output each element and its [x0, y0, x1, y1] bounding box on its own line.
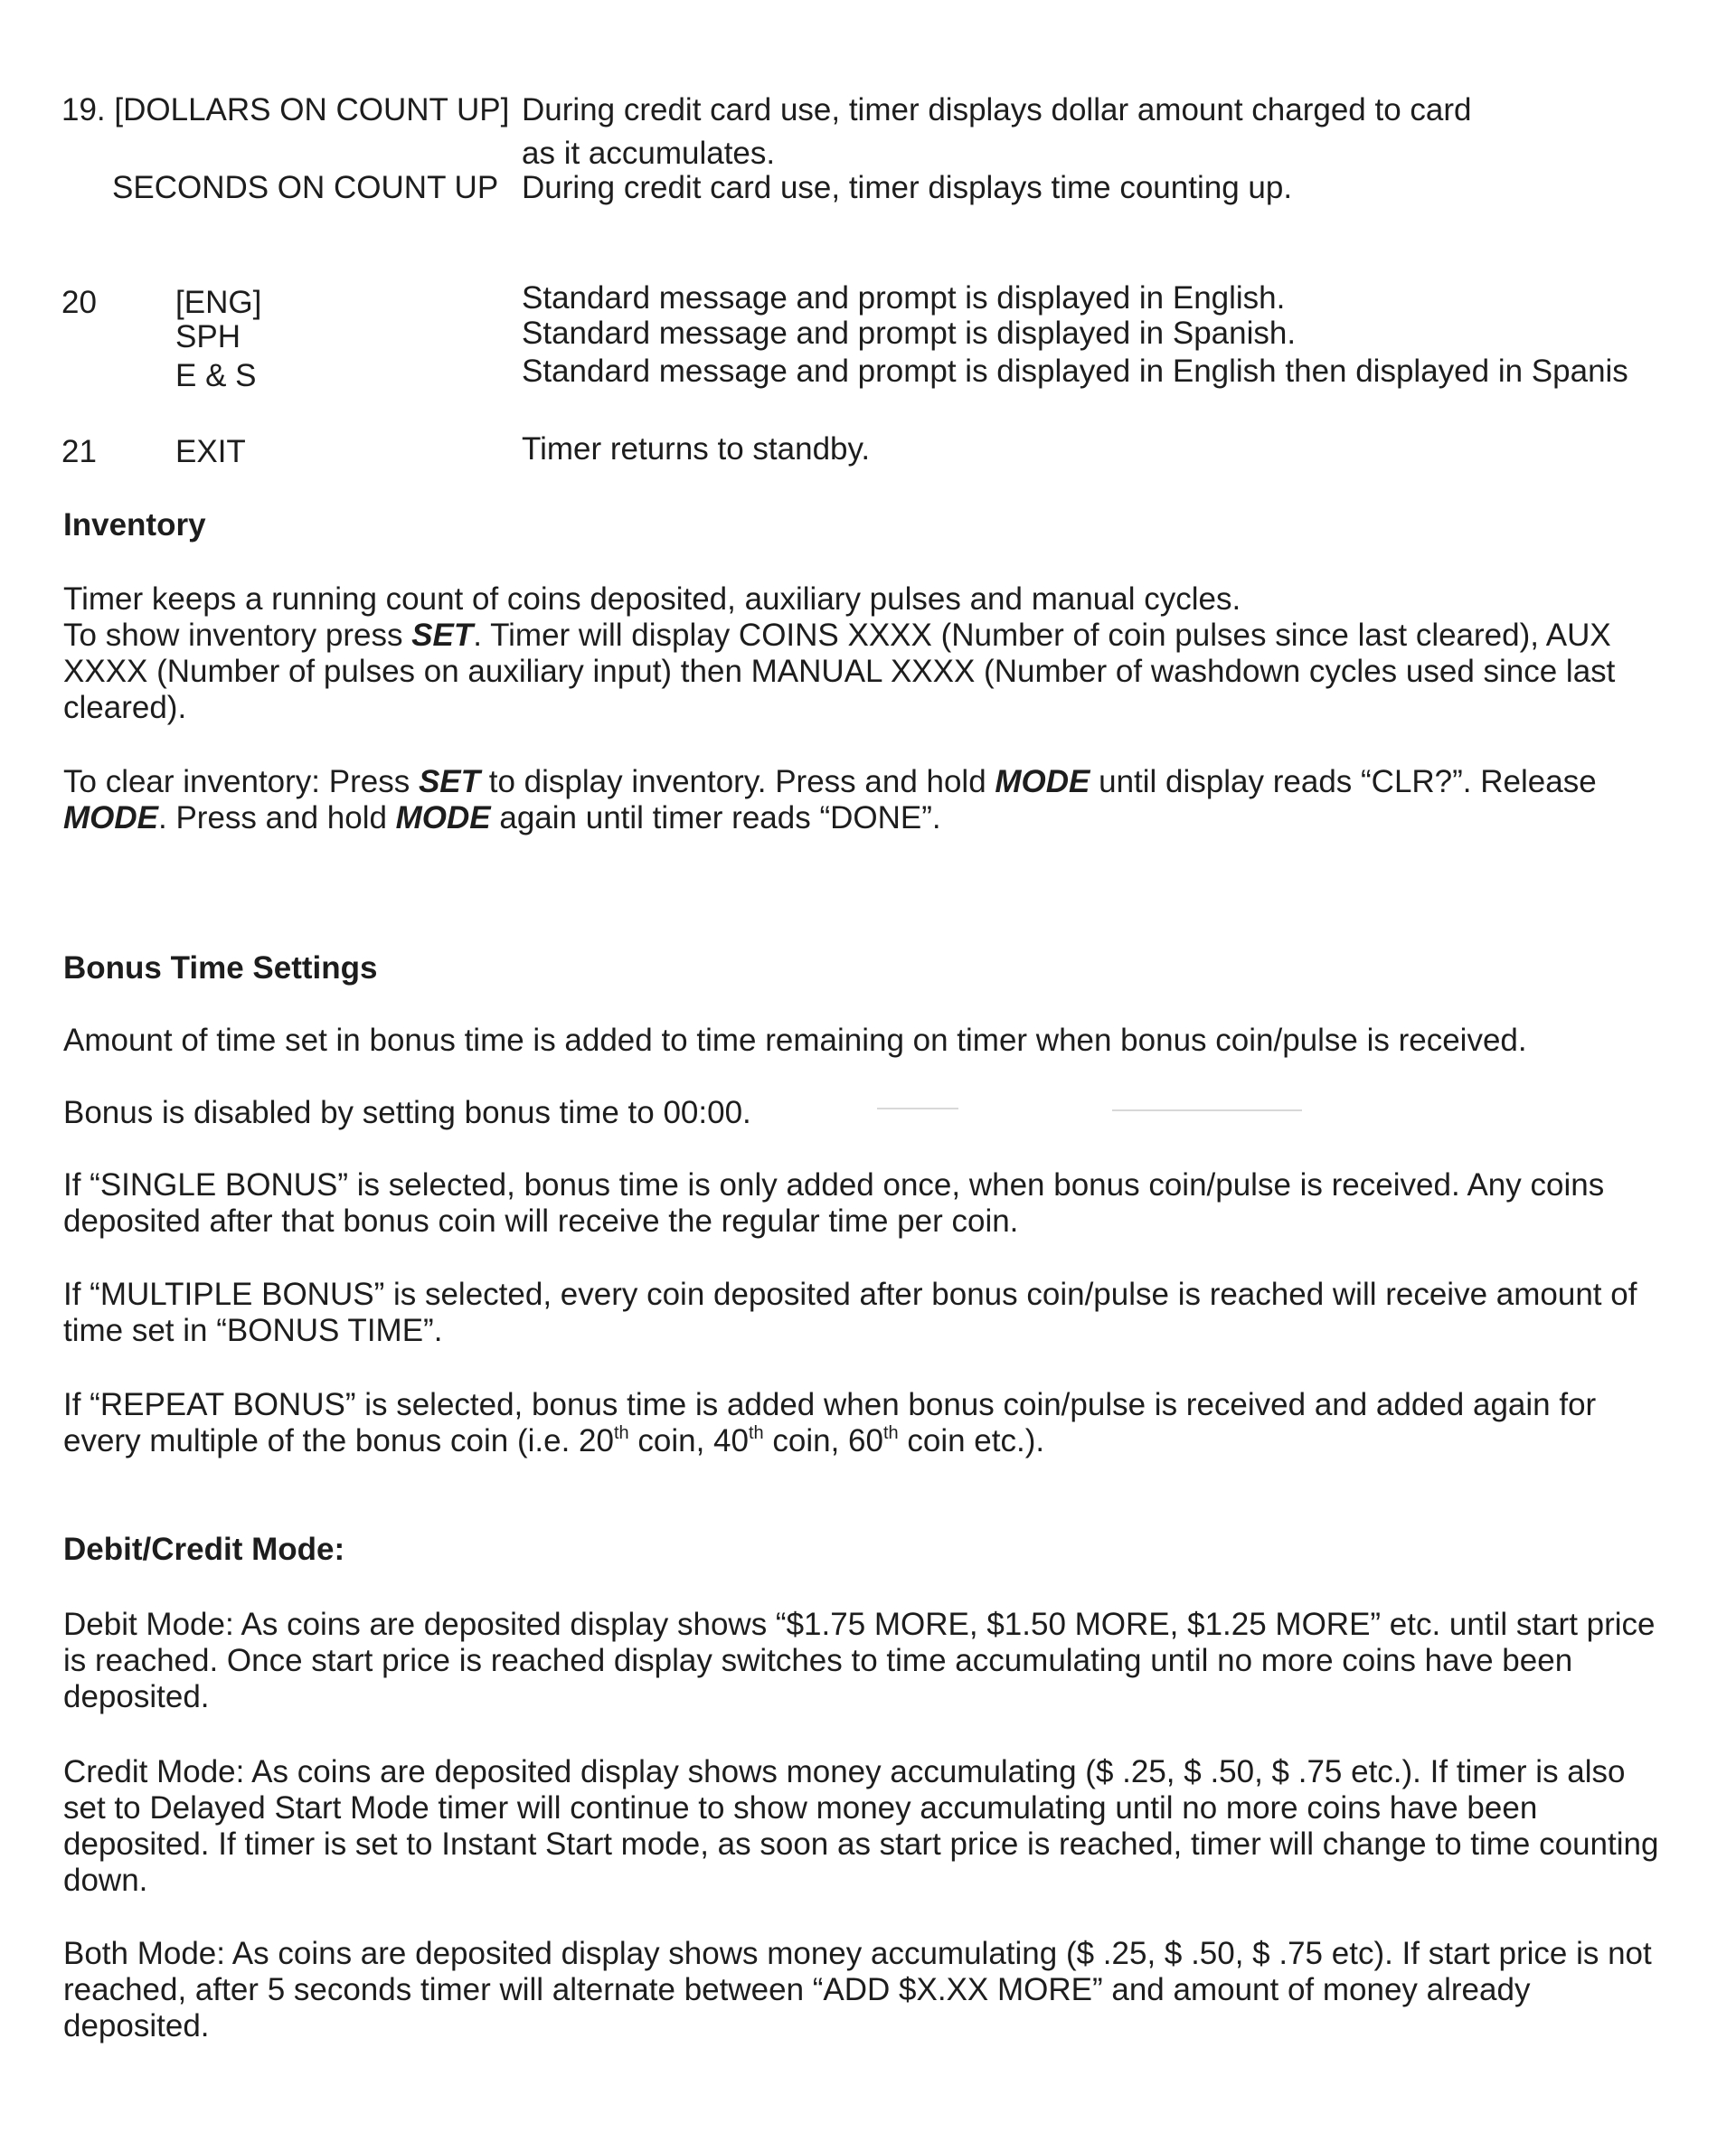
bonus-paragraph-3: If “SINGLE BONUS” is selected, bonus time is only added once, when bonus coin/pulse is received. Any coins deposited after that bonus coin will receive the regular time per coin. [63, 1167, 1605, 1239]
mode-key-label: MODE [395, 800, 491, 835]
bonus-text: If “REPEAT BONUS” is selected, bonus time is added when bonus coin/pulse is received and added again for every multiple of the bonus coin (i.e. 20 [63, 1387, 1597, 1458]
inventory-text: until display reads “CLR?”. Release [1090, 764, 1597, 799]
bonus-text: coin, 40 [628, 1423, 749, 1458]
bonus-text: coin etc.). [898, 1423, 1045, 1458]
inventory-paragraph-1 [63, 581, 1673, 726]
inventory-text: to display inventory. Press and hold [480, 764, 995, 799]
inventory-text: . Timer will display COINS XXXX (Number of coin pulses since last cleared), AUX XXXX (Number of pulses on auxiliary input) then MANUAL XXXX (Number of washdown cycles used since last cleared). [63, 618, 1616, 725]
mode-key-label: MODE [63, 800, 158, 835]
inventory-text: . Press and hold [158, 800, 396, 835]
bonus-text: coin, 60 [763, 1423, 883, 1458]
bonus-paragraph-4: If “MULTIPLE BONUS” is selected, every coin deposited after bonus coin/pulse is reached will receive amount of time set in “BONUS TIME”. [63, 1277, 1637, 1348]
inventory-paragraph-2 [63, 764, 1673, 836]
inventory-text: again until timer reads “DONE”. [490, 800, 941, 835]
item19-option: 19. [DOLLARS ON COUNT UP] [61, 92, 510, 127]
scan-artifact [877, 1108, 958, 1109]
item21-number: 21 [61, 434, 97, 469]
bonus-paragraph-1: Amount of time set in bonus time is added to time remaining on timer when bonus coin/pulse is received. [63, 1023, 1527, 1058]
both-mode-paragraph: Both Mode: As coins are deposited display shows money accumulating ($ .25, $ .50, $ .75 etc). If start price is not reached, after 5 seconds timer will alternate between “ADD $X.XX MORE” and amount of money already deposited. [63, 1936, 1652, 2043]
item20-option-eng: [ENG] [175, 285, 262, 320]
inventory-text: To clear inventory: Press [63, 764, 419, 799]
item19-description-line1: During credit card use, timer displays dollar amount charged to card [522, 92, 1472, 127]
scan-artifact [1112, 1109, 1302, 1111]
mode-key-label: MODE [995, 764, 1090, 799]
ordinal-suffix: th [882, 1423, 899, 1443]
item19-option2: SECONDS ON COUNT UP [112, 170, 499, 205]
set-key-label: SET [411, 618, 474, 653]
ordinal-suffix: th [613, 1423, 629, 1443]
set-key-label: SET [418, 764, 481, 799]
credit-mode-paragraph: Credit Mode: As coins are deposited display shows money accumulating ($ .25, $ .50, $ .75 etc.). If timer is also set to Delayed Start Mode timer will continue to show money accumulating until no more coins have been deposited. If timer is set to Instant Start mode, as soon as start price is reached, timer will change to time counting down. [63, 1754, 1659, 1898]
debit-credit-heading: Debit/Credit Mode: [63, 1532, 345, 1567]
item21-description: Timer returns to standby. [522, 431, 871, 467]
item21-option-exit: EXIT [175, 434, 246, 469]
item20-option-sph: SPH [175, 319, 241, 354]
inventory-text: To show inventory press [63, 618, 412, 653]
bonus-heading: Bonus Time Settings [63, 950, 378, 986]
item20-number: 20 [61, 285, 97, 320]
item20-option-eng-description: Standard message and prompt is displayed in English. [522, 280, 1286, 316]
ordinal-suffix: th [748, 1423, 764, 1443]
debit-mode-paragraph: Debit Mode: As coins are deposited display shows “$1.75 MORE, $1.50 MORE, $1.25 MORE” etc. until start price is reached. Once start price is reached display switches to time accumulating until no more coins have been deposited. [63, 1607, 1656, 1714]
inventory-text: Timer keeps a running count of coins deposited, auxiliary pulses and manual cycles. [63, 581, 1241, 617]
bonus-paragraph-2: Bonus is disabled by setting bonus time to 00:00. [63, 1095, 751, 1130]
item19-option2-description: During credit card use, timer displays time counting up. [522, 170, 1293, 205]
item20-option-sph-description: Standard message and prompt is displayed in Spanish. [522, 316, 1297, 351]
item19-description-line2: as it accumulates. [522, 136, 776, 171]
item20-option-es-description: Standard message and prompt is displayed in English then displayed in Spanis [522, 354, 1628, 389]
bonus-paragraph-5 [63, 1387, 1673, 1459]
item20-option-es: E & S [175, 358, 257, 393]
inventory-heading: Inventory [63, 507, 206, 543]
